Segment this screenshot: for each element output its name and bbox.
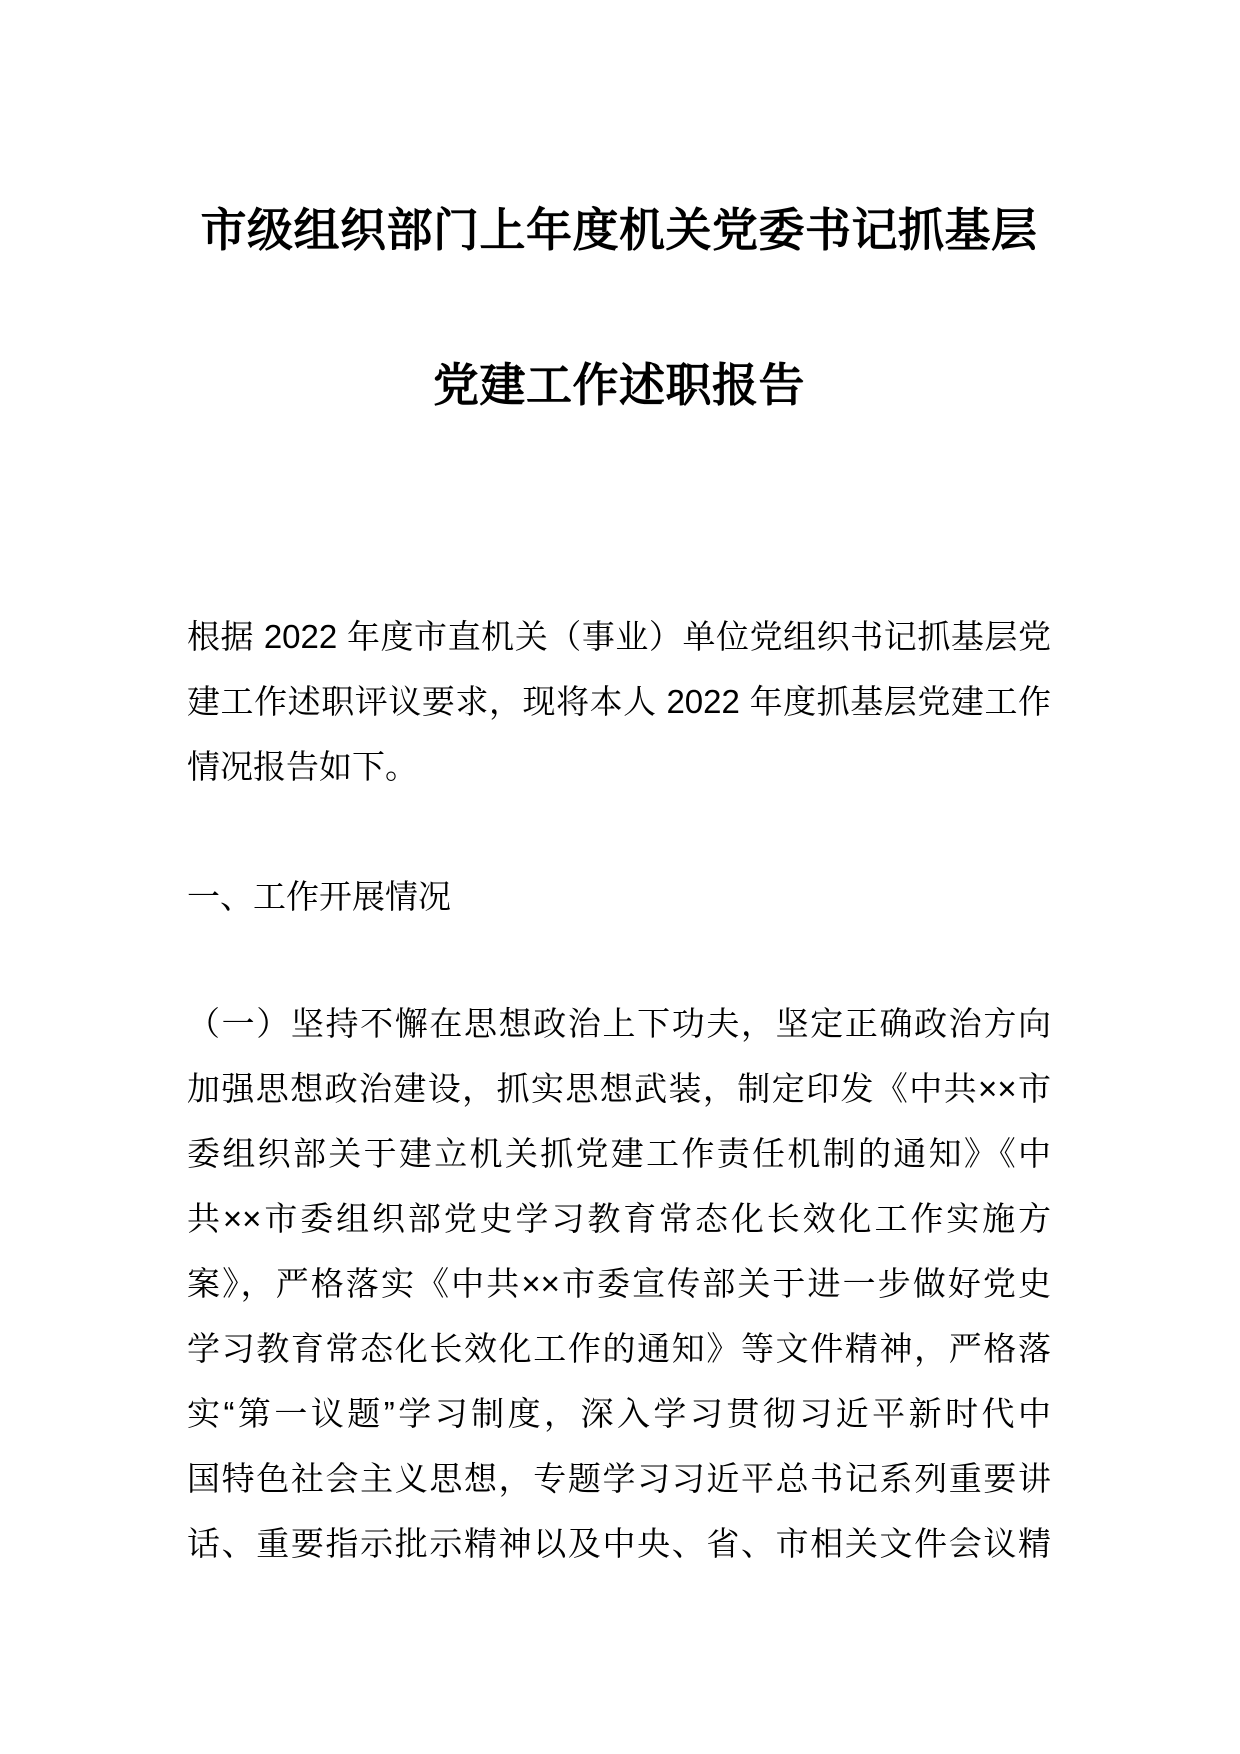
subsection-paragraph-line-6: 学习教育常态化长效化工作的通知》等文件精神，严格落 bbox=[187, 1330, 1051, 1367]
subsection-paragraph-line-4: 共××市委组织部党史学习教育常态化长效化工作实施方 bbox=[187, 1200, 1051, 1237]
subsection-paragraph-line-8: 国特色社会主义思想，专题学习习近平总书记系列重要讲 bbox=[187, 1460, 1051, 1497]
document-content bbox=[187, 0, 1051, 1576]
subsection-paragraph bbox=[187, 991, 1051, 1576]
section-heading bbox=[187, 864, 1051, 929]
document-title-line-2: 党建工作述职报告 bbox=[433, 359, 805, 411]
intro-paragraph-line-3: 情况报告如下。 bbox=[187, 748, 418, 785]
subsection-paragraph-line-5: 案》，严格落实《中共××市委宣传部关于进一步做好党史 bbox=[187, 1265, 1051, 1302]
intro-paragraph bbox=[187, 604, 1051, 799]
section-heading-text: 一、工作开展情况 bbox=[187, 878, 451, 915]
subsection-paragraph-line-2: 加强思想政治建设，抓实思想武装，制定印发《中共××市 bbox=[187, 1070, 1051, 1107]
subsection-paragraph-line-3: 委组织部关于建立机关抓党建工作责任机制的通知》《中 bbox=[187, 1135, 1051, 1172]
document-title bbox=[187, 153, 1051, 463]
subsection-paragraph-line-7: 实“第一议题”学习制度，深入学习贯彻习近平新时代中 bbox=[187, 1395, 1051, 1432]
intro-paragraph-line-2: 建工作述职评议要求，现将本人 2022 年度抓基层党建工作 bbox=[187, 683, 1051, 720]
subsection-paragraph-line-9: 话、重要指示批示精神以及中央、省、市相关文件会议精 bbox=[187, 1525, 1051, 1562]
document-title-line-1: 市级组织部门上年度机关党委书记抓基层 bbox=[200, 204, 1038, 256]
intro-paragraph-line-1: 根据 2022 年度市直机关（事业）单位党组织书记抓基层党 bbox=[187, 618, 1051, 655]
subsection-paragraph-line-1: （一）坚持不懈在思想政治上下功夫，坚定正确政治方向 bbox=[187, 1005, 1051, 1042]
